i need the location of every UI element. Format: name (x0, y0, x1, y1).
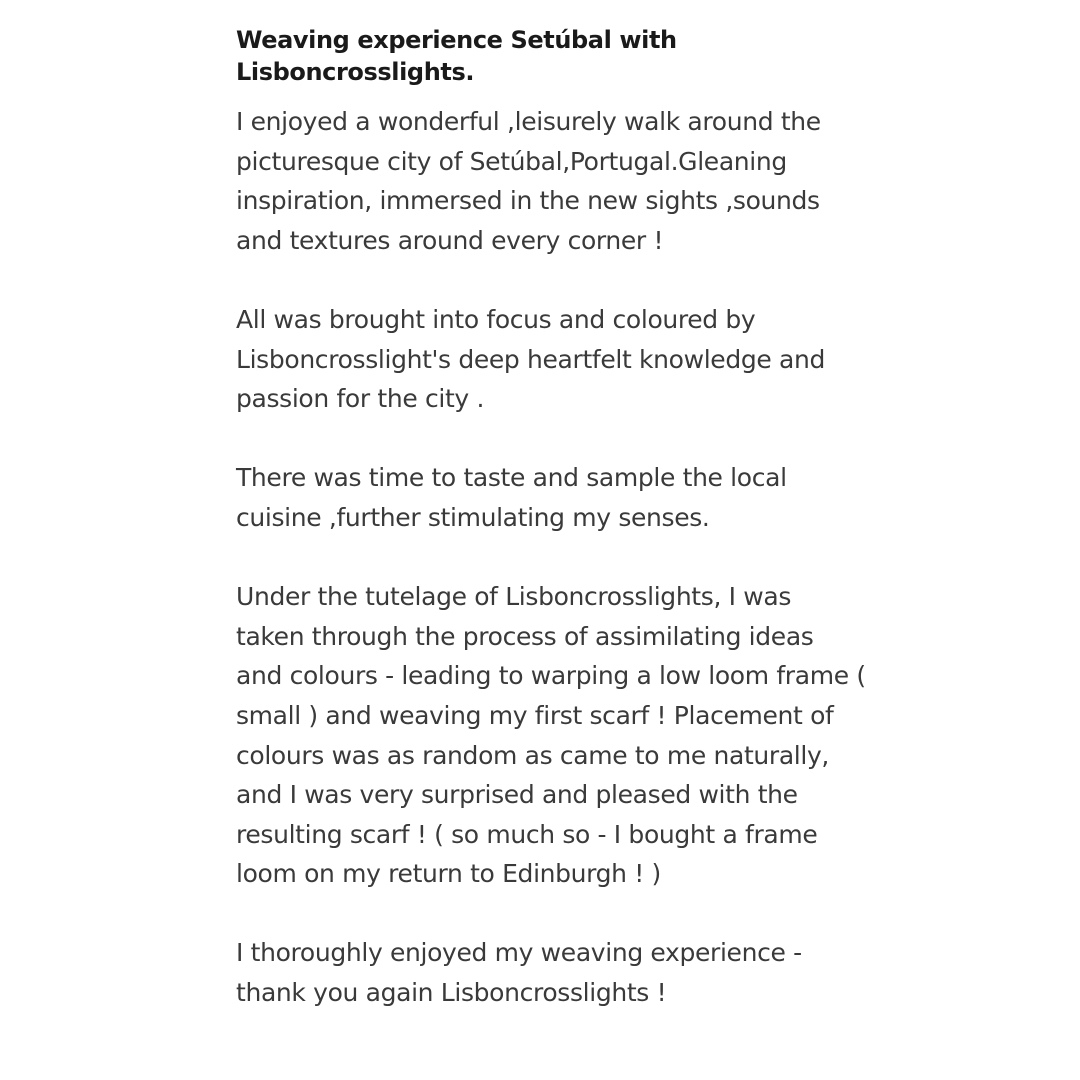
review-body: I enjoyed a wonderful ,leisurely walk around the picturesque city of Setúbal,Portugal.Gleaning inspiration, immersed in the new sights ,sounds and textures around every corner ! All was brought into focus and coloured by Lisboncrosslight's deep heartfelt knowledge and passion for the city . There was time to taste and sample the local cuisine ,further stimulating my senses. Under the tutelage of Lisboncrosslights, I was taken through the process of assimilating ideas and colours - leading to warping a low loom frame ( small ) and weaving my first scarf ! Placement of colours was as random as came to me naturally, and I was very surprised and pleased with the resulting scarf ! ( so much so - I bought a frame loom on my return to Edinburgh ! ) I thoroughly enjoyed my weaving experience - thank you again Lisboncrosslights ! (236, 107, 866, 1008)
review-container (236, 24, 866, 1013)
review-title: Weaving experience Setúbal with Lisboncrosslights. (236, 26, 677, 86)
